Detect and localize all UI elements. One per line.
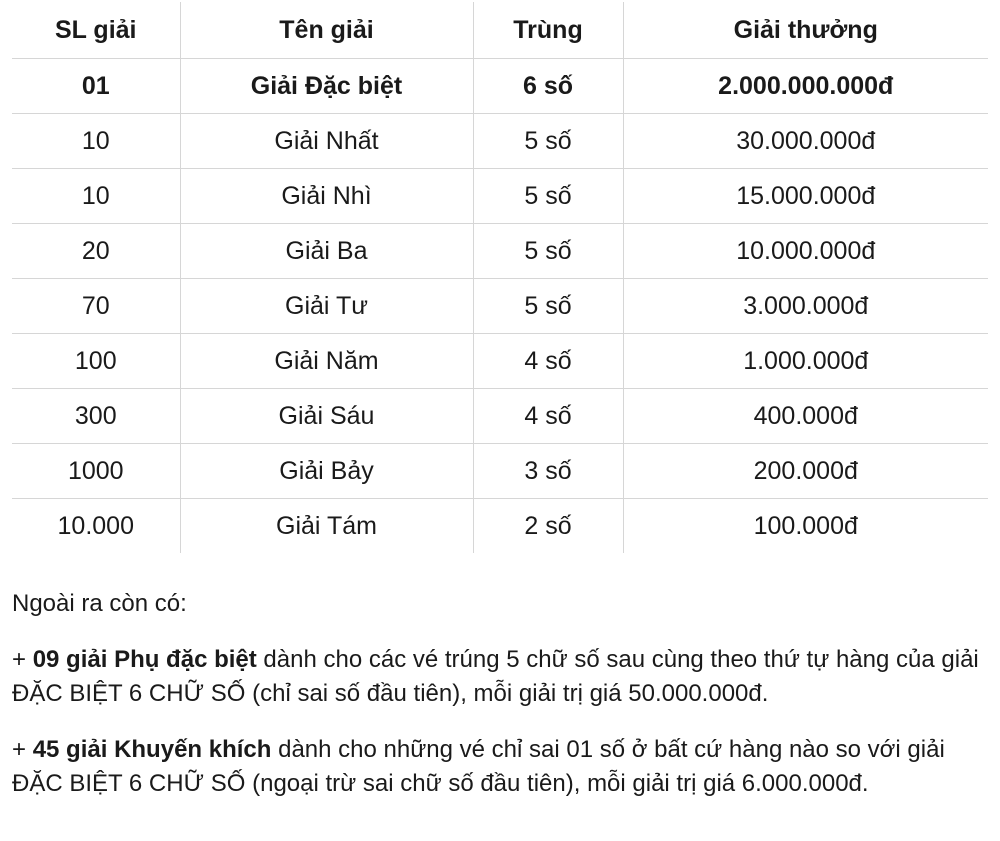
column-header-match: Trùng	[473, 2, 623, 59]
note2-text: dành cho những vé chỉ sai 01 số ở bất cứ hàng nào so với giải ĐẶC BIỆT 6 CHỮ SỐ (ngoại trừ sai chữ số đầu tiên), mỗi giải trị giá 6.000.000đ.	[12, 736, 945, 798]
lottery-prize-structure-page	[0, 2, 1000, 841]
column-header-name: Tên giải	[180, 2, 473, 59]
note2-prefix: +	[12, 736, 33, 764]
cell-prize: 15.000.000đ	[623, 169, 988, 224]
cell-count: 10	[12, 169, 180, 224]
cell-count: 10.000	[12, 499, 180, 554]
cell-prize: 3.000.000đ	[623, 279, 988, 334]
additional-notes	[12, 587, 988, 801]
cell-name: Giải Nhì	[180, 169, 473, 224]
cell-count: 100	[12, 334, 180, 389]
note-special-sub-prize	[12, 643, 988, 711]
column-header-count: SL giải	[12, 2, 180, 59]
note-consolation-prize	[12, 733, 988, 801]
table-row	[12, 279, 988, 334]
cell-prize: 2.000.000.000đ	[623, 59, 988, 114]
cell-prize: 400.000đ	[623, 389, 988, 444]
table-row	[12, 169, 988, 224]
cell-prize: 100.000đ	[623, 499, 988, 554]
cell-prize: 200.000đ	[623, 444, 988, 499]
note1-bold-label: 09 giải Phụ đặc biệt	[32, 646, 257, 674]
cell-count: 1000	[12, 444, 180, 499]
cell-match: 5 số	[473, 114, 623, 169]
cell-match: 5 số	[473, 169, 623, 224]
cell-match: 2 số	[473, 499, 623, 554]
cell-name: Giải Đặc biệt	[180, 59, 473, 114]
cell-name: Giải Ba	[180, 224, 473, 279]
note2-bold-label: 45 giải Khuyến khích	[32, 736, 272, 764]
cell-prize: 30.000.000đ	[623, 114, 988, 169]
prize-table	[12, 2, 988, 553]
cell-count: 20	[12, 224, 180, 279]
cell-count: 01	[12, 59, 180, 114]
table-row	[12, 389, 988, 444]
table-row	[12, 114, 988, 169]
cell-match: 5 số	[473, 279, 623, 334]
cell-match: 4 số	[473, 334, 623, 389]
cell-name: Giải Nhất	[180, 114, 473, 169]
cell-name: Giải Bảy	[180, 444, 473, 499]
table-row	[12, 334, 988, 389]
cell-name: Giải Sáu	[180, 389, 473, 444]
cell-name: Giải Năm	[180, 334, 473, 389]
cell-match: 5 số	[473, 224, 623, 279]
table-row	[12, 59, 988, 114]
table-header	[12, 2, 988, 59]
cell-name: Giải Tư	[180, 279, 473, 334]
cell-match: 6 số	[473, 59, 623, 114]
note1-prefix: +	[12, 646, 33, 674]
cell-match: 4 số	[473, 389, 623, 444]
column-header-prize: Giải thưởng	[623, 2, 988, 59]
cell-prize: 10.000.000đ	[623, 224, 988, 279]
notes-intro: Ngoài ra còn có:	[12, 590, 187, 617]
note1-text: dành cho các vé trúng 5 chữ số sau cùng theo thứ tự hàng của giải ĐẶC BIỆT 6 CHỮ SỐ (chỉ sai số đầu tiên), mỗi giải trị giá 50.000.000đ.	[12, 646, 979, 708]
cell-name: Giải Tám	[180, 499, 473, 554]
table-row	[12, 444, 988, 499]
table-row	[12, 499, 988, 554]
cell-prize: 1.000.000đ	[623, 334, 988, 389]
cell-match: 3 số	[473, 444, 623, 499]
table-row	[12, 224, 988, 279]
table-body	[12, 59, 988, 554]
cell-count: 300	[12, 389, 180, 444]
table-header-row	[12, 2, 988, 59]
cell-count: 70	[12, 279, 180, 334]
cell-count: 10	[12, 114, 180, 169]
